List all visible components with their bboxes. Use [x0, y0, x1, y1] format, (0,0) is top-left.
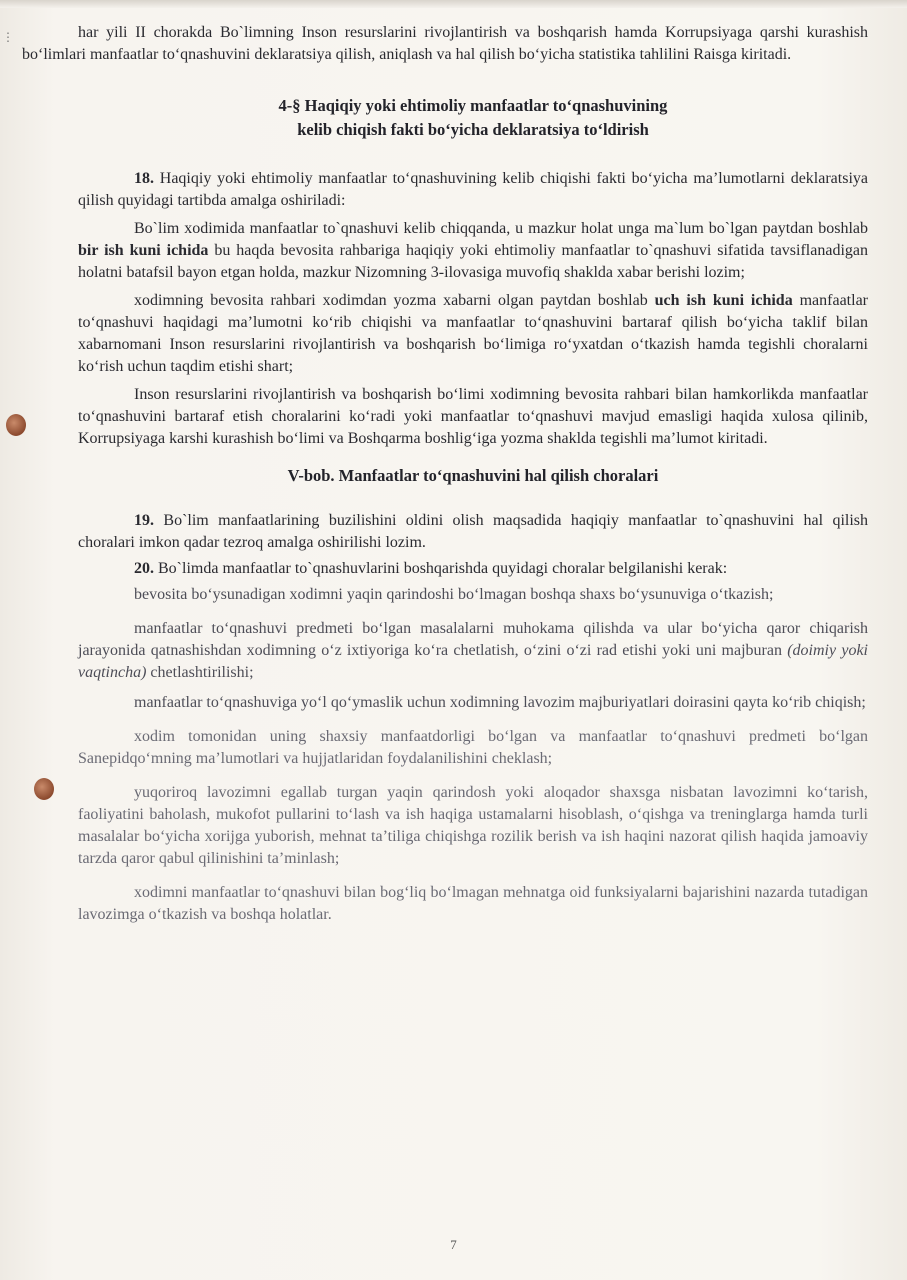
paragraph-19-number: 19. — [134, 512, 154, 529]
punch-hole-top — [6, 414, 26, 436]
paragraph-18-text: Haqiqiy yoki ehtimoliy manfaatlar to‘qnashuvining kelib chiqishi fakti bo‘yicha ma’lumotlarni deklaratsiya qilish quyidagi tartibda amalga oshiriladi: — [78, 170, 868, 209]
section-heading-line1: 4-§ Haqiqiy yoki ehtimoliy manfaatlar to‘qnashuvining — [278, 96, 668, 115]
document-body — [22, 22, 869, 926]
paragraph-18a — [78, 218, 868, 284]
section-heading — [78, 94, 868, 142]
measure-2 — [78, 618, 868, 684]
measure-3: manfaatlar to‘qnashuviga yo‘l qo‘ymaslik uchun xodimning lavozim majburiyatlari doirasini qayta ko‘rib chiqish; — [134, 694, 866, 711]
section-heading-line2: kelib chiqish fakti bo‘yicha deklaratsiya to‘ldirish — [297, 120, 649, 139]
paragraph-18b-post: manfaatlar to‘qnashuvi haqidagi ma’lumotni ko‘rib chiqishi va manfaatlar to‘qnashuvini bartaraf qilish bo‘yicha taklif bilan xabarnomani Inson resurslarini rivojlantirish va boshqarish bo‘limiga ro‘yxatdan o‘tkazish hamda tegishli choralarni ko‘rish uchun taqdim etishi shart; — [78, 292, 868, 375]
paragraph-19 — [78, 510, 868, 554]
paragraph-19-text: Bo`lim manfaatlarining buzilishini oldini olish maqsadida haqiqiy manfaatlar to`qnashuvini hal qilish choralari imkon qadar tezroq amalga oshirilishi lozim. — [78, 512, 868, 551]
measure-2-italic: (doimiy yoki vaqtincha) — [78, 642, 868, 681]
measure-6: xodimni manfaatlar to‘qnashuvi bilan bog‘liq bo‘lmagan mehnatga oid funksiyalarni bajarishini nazarda tutadigan lavozimga o‘tkazish va boshqa holatlar. — [78, 884, 868, 923]
paragraph-20-text: Bo`limda manfaatlar to`qnashuvlarini boshqarishda quyidagi choralar belgilanishi kerak: — [154, 560, 728, 577]
measure-5: yuqoriroq lavozimni egallab turgan yaqin qarindosh yoki aloqador shaxsga nisbatan lavozimni ko‘tarish, faoliyatini baholash, mukofot pullarini to‘lash va ish haqiga ustamalarni hisoblash, o‘qishga va treninglarga hamda turli masalalar bo‘yicha xorijga yuborish, mehnat ta’tiliga chiqishga rozilik berish va ish haqini nazorat qilish haqida jamoaviy tarzda qaror qabul qilinishini ta’minlash; — [78, 784, 868, 867]
punch-hole-bottom — [34, 778, 54, 800]
paragraph-18b — [78, 290, 868, 378]
edge-mark: ⋮ — [2, 30, 14, 44]
measure-1: bevosita bo‘ysunadigan xodimni yaqin qarindoshi bo‘lmagan boshqa shaxs bo‘ysunuviga o‘tkazish; — [134, 586, 774, 603]
paragraph-18a-post: bu haqda bevosita rahbariga haqiqiy yoki ehtimoliy manfaatlar to`qnashuvi sifatida tavsiflanadigan holatni batafsil bayon etgan holda, mazkur Nizomning 3-ilovasiga muvofiq shaklda xabar berishi lozim; — [78, 242, 869, 281]
paragraph-18 — [78, 168, 868, 212]
paragraph-18-number: 18. — [134, 170, 154, 187]
measure-4: xodim tomonidan uning shaxsiy manfaatdorligi bo‘lgan va manfaatlar to‘qnashuvi predmeti bo‘lgan Sanepidqo‘mning ma’lumotlari va hujjatlaridan foydalanilishini cheklash; — [78, 728, 868, 767]
paragraph-18b-pre: xodimning bevosita rahbari xodimdan yozma xabarni olgan paytdan boshlab — [134, 292, 655, 309]
paragraph-intro: har yili II chorakda Bo`limning Inson resurslarini rivojlantirish va boshqarish hamda Korrupsiyaga qarshi kurashish bo‘limlari manfaatlar to‘qnashuvini deklaratsiya qilish, aniqlash va hal qilish bo‘yicha statistika tahlilini Raisga kiritadi. — [22, 24, 868, 63]
paragraph-20 — [78, 558, 868, 580]
paragraph-18a-pre: Bo`lim xodimida manfaatlar to`qnashuvi kelib chiqqanda, u mazkur holat unga ma`lum bo`lgan paytdan boshlab — [134, 220, 868, 237]
page-number: 7 — [450, 1237, 457, 1252]
paragraph-18a-bold: bir ish kuni ichida — [78, 242, 209, 259]
paragraph-18b-bold: uch ish kuni ichida — [654, 292, 793, 309]
measure-2-post: chetlashtirilishi; — [146, 664, 254, 681]
paragraph-18c: Inson resurslarini rivojlantirish va boshqarish bo‘limi xodimning bevosita rahbari bilan hamkorlikda manfaatlar to‘qnashuvini bartaraf etish choralarini ko‘radi yoki manfaatlar to‘qnashuvi mavjud emasligi haqida xulosa qilinib, Korrupsiyaga karshi kurashish bo‘limi va Boshqarma boshlig‘iga yozma shaklda tegishli ma’lumot kiritadi. — [78, 386, 868, 447]
paragraph-20-number: 20. — [134, 560, 154, 577]
chapter-heading: V-bob. Manfaatlar to‘qnashuvini hal qilish choralari — [287, 466, 659, 485]
top-shadow-band — [0, 0, 907, 8]
measure-2-pre: manfaatlar to‘qnashuvi predmeti bo‘lgan masalalarni muhokama qilishda va ular bo‘yicha qaror chiqarish jarayonida qatnashishdan xodimning o‘z ixtiyoriga ko‘ra chetlatish, o‘zini o‘zi rad etishi yoki uni majburan — [78, 620, 868, 659]
